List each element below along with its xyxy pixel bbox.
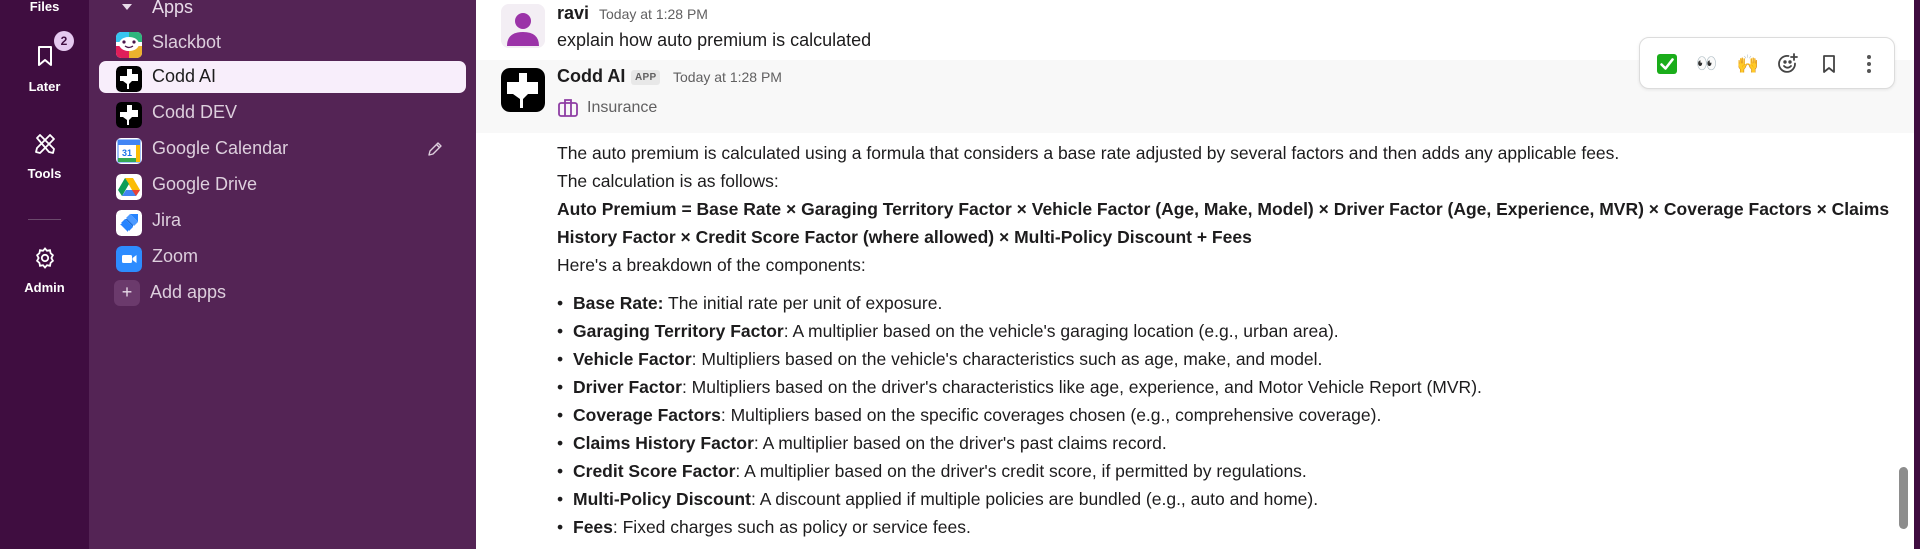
bullet: • <box>557 321 564 341</box>
plus-icon: + <box>114 280 140 306</box>
zoom-icon <box>116 246 142 272</box>
google-calendar-icon <box>116 138 142 164</box>
raised-hands-icon: 🙌 <box>1736 53 1760 74</box>
react-eyes-button[interactable] <box>1693 50 1721 78</box>
user-avatar[interactable] <box>501 4 545 48</box>
sidebar-item-google-drive[interactable] <box>99 169 466 201</box>
pencil-icon[interactable] <box>426 140 444 158</box>
list-item <box>557 488 1318 510</box>
sender-name[interactable]: Codd AI <box>557 66 626 86</box>
rail-later[interactable] <box>0 44 89 94</box>
more-actions-button[interactable] <box>1855 50 1883 78</box>
sidebar-item-codd-ai[interactable] <box>99 61 466 93</box>
intro-text: The auto premium is calculated using a formula that considers a base rate adjusted by several factors and then adds any applicable fees. <box>557 143 1620 163</box>
description: : A discount applied if multiple policies are bundled (e.g., auto and home). <box>750 489 1319 509</box>
term: Credit Score Factor <box>573 461 736 481</box>
sidebar-item-label: Google Drive <box>152 174 258 194</box>
description: : A multiplier based on the vehicle's garaging location (e.g., urban area). <box>783 321 1339 341</box>
add-apps-button[interactable] <box>99 277 466 309</box>
sidebar-item-label: Zoom <box>152 246 199 266</box>
bullet: • <box>557 517 564 537</box>
rail-admin-label: Admin <box>24 280 65 295</box>
message-text: explain how auto premium is calculated <box>557 30 872 50</box>
sidebar-item-label: Codd AI <box>152 66 217 86</box>
list-item <box>557 460 1307 482</box>
google-drive-icon <box>116 174 142 200</box>
bullet: • <box>557 461 564 481</box>
svg-text:31: 31 <box>121 148 133 158</box>
description: : Multipliers based on the vehicle's characteristics such as age, make, and model. <box>691 349 1323 369</box>
sidebar-item-jira[interactable] <box>99 205 466 237</box>
sidebar-item-codd-dev[interactable] <box>99 97 466 129</box>
tools-icon <box>33 132 57 156</box>
check-mark-icon <box>1656 53 1678 75</box>
bullet: • <box>557 293 564 313</box>
term: Multi-Policy Discount <box>573 489 751 509</box>
sidebar-item-label: Jira <box>152 210 182 230</box>
context-label: Insurance <box>587 99 658 116</box>
list-item <box>557 404 1381 426</box>
sidebar-item-label: Google Calendar <box>152 138 289 158</box>
description: : Multipliers based on the driver's characteristics like age, experience, and Motor Vehicle Report (MVR). <box>681 377 1482 397</box>
calc-intro-text: The calculation is as follows: <box>557 171 779 191</box>
react-white-check-mark-button[interactable] <box>1653 50 1681 78</box>
bookmark-icon <box>33 44 57 68</box>
bullet: • <box>557 489 564 509</box>
add-reaction-icon <box>1776 52 1800 76</box>
message-pane-scrollbar[interactable] <box>1899 467 1908 529</box>
description: : A multiplier based on the driver's past claims record. <box>753 433 1167 453</box>
message-timestamp[interactable]: Today at 1:28 PM <box>673 69 782 85</box>
codd-dev-icon <box>116 102 142 128</box>
message-codd-ai <box>476 60 1914 549</box>
list-item <box>557 292 942 314</box>
list-item <box>557 320 1339 342</box>
description: : Fixed charges such as policy or service fees. <box>612 517 971 537</box>
caret-down-icon <box>122 4 132 10</box>
eyes-icon: 👀 <box>1696 54 1718 73</box>
save-for-later-button[interactable] <box>1815 50 1843 78</box>
term: Fees <box>573 517 613 537</box>
codd-ai-icon <box>116 66 142 92</box>
sender-name[interactable]: ravi <box>557 3 590 23</box>
app-badge: APP <box>631 70 660 85</box>
sidebar-item-label: Slackbot <box>152 32 222 52</box>
sidebar-item-google-calendar[interactable] <box>99 133 466 165</box>
term: Garaging Territory Factor <box>573 321 784 341</box>
rail-tools-label: Tools <box>27 166 62 181</box>
more-vertical-icon <box>1858 53 1880 75</box>
sidebar-item-zoom[interactable] <box>99 241 466 273</box>
gear-icon <box>33 246 57 270</box>
formula-line-2: History Factor × Credit Score Factor (where allowed) × Multi-Policy Discount + Fees <box>557 227 1252 247</box>
window-right-edge <box>1914 0 1920 549</box>
add-reaction-button[interactable] <box>1774 50 1802 78</box>
apps-section-header[interactable] <box>89 0 476 20</box>
bullet: • <box>557 405 564 425</box>
term: Base Rate: <box>573 293 664 313</box>
description: : Multipliers based on the specific coverages chosen (e.g., comprehensive coverage). <box>720 405 1382 425</box>
bullet: • <box>557 377 564 397</box>
bullet: • <box>557 349 564 369</box>
list-item <box>557 348 1322 370</box>
slackbot-icon <box>116 32 142 58</box>
react-raised-hands-button[interactable] <box>1734 50 1762 78</box>
workspace-rail <box>0 0 89 549</box>
bookmark-icon <box>1818 53 1840 75</box>
rail-files[interactable] <box>0 0 89 14</box>
rail-files-label: Files <box>29 0 60 14</box>
formula-line-1: Auto Premium = Base Rate × Garaging Territory Factor × Vehicle Factor (Age, Make, Model) × Driver Factor (Age, Experience, MVR) × Coverage Factors × Claims <box>557 199 1890 219</box>
term: Claims History Factor <box>573 433 754 453</box>
jira-icon <box>116 210 142 236</box>
breakdown-intro-text: Here's a breakdown of the components: <box>557 255 866 275</box>
rail-admin[interactable] <box>0 246 89 295</box>
term: Vehicle Factor <box>573 349 692 369</box>
list-item <box>557 376 1482 398</box>
term: Coverage Factors <box>573 405 721 425</box>
list-item <box>557 432 1167 454</box>
codd-ai-avatar[interactable] <box>501 68 545 112</box>
rail-divider <box>28 219 61 220</box>
sidebar-item-slackbot[interactable] <box>99 27 466 59</box>
bullet: • <box>557 433 564 453</box>
description: : A multiplier based on the driver's credit score, if permitted by regulations. <box>735 461 1307 481</box>
list-item <box>557 516 971 538</box>
sidebar-item-label: Codd DEV <box>152 102 238 122</box>
message-timestamp[interactable]: Today at 1:28 PM <box>599 6 708 22</box>
later-count-badge: 2 <box>54 31 74 51</box>
add-apps-label: Add apps <box>150 282 227 302</box>
rail-tools[interactable] <box>0 132 89 181</box>
channel-sidebar <box>89 0 476 549</box>
briefcase-icon <box>557 97 579 119</box>
message-actions-toolbar <box>1639 37 1895 89</box>
apps-section-label: Apps <box>152 0 194 17</box>
term: Driver Factor <box>573 377 682 397</box>
description: The initial rate per unit of exposure. <box>663 293 943 313</box>
rail-later-label: Later <box>28 79 61 94</box>
